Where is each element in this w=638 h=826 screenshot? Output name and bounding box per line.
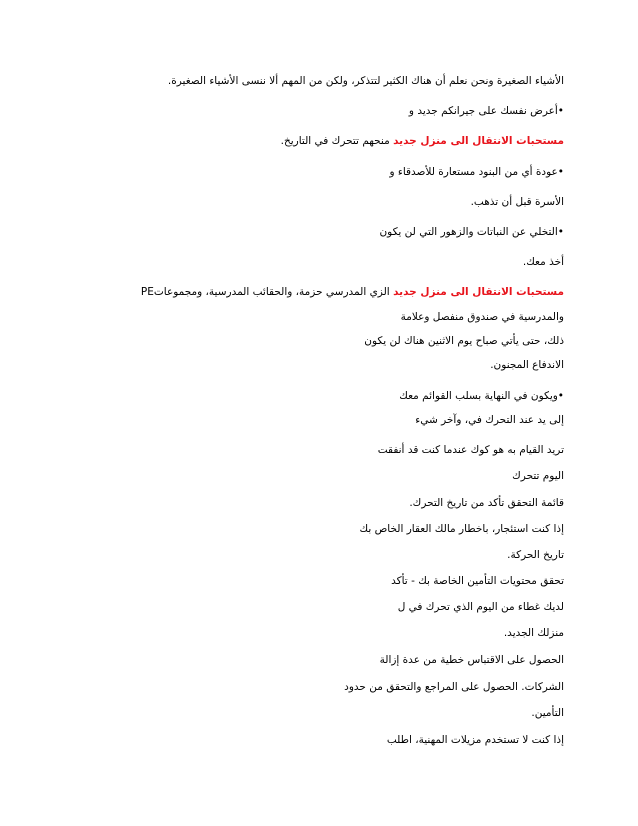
text-line: تحقق محتويات التأمين الخاصة بك - تأكد	[391, 575, 564, 587]
bullet-line: •التخلي عن النباتات والزهور التي لن يكون	[379, 226, 564, 238]
highlighted-link[interactable]: مستحبات الانتقال الى منزل جديد	[393, 286, 564, 298]
text-line: تريد القيام به هو كوك عندما كنت قد أنفقت	[377, 444, 564, 456]
text-line: إلى يد عند التحرك في، وآخر شيء	[415, 414, 564, 426]
text-line: إذا كنت استئجار، باخطار مالك العقار الخاص بك	[359, 523, 564, 535]
text-line: اليوم تتحرك	[512, 470, 564, 482]
text-line	[281, 134, 564, 148]
text-line: والمدرسية في صندوق منفصل وعلامة	[400, 311, 564, 323]
text-line: أخذ معك.	[522, 256, 564, 268]
text-line: الأشياء الصغيرة ونحن نعلم أن هناك الكثير لتتذكر، ولكن من المهم ألا ننسى الأشياء الصغيرة.	[167, 75, 564, 87]
text-line: الاندفاع المجنون.	[490, 359, 564, 371]
text-line: الشركات. الحصول على المراجع والتحقق من حدود	[344, 681, 564, 693]
text-line: الحصول على الاقتباس خطية من عدة إزالة	[379, 654, 564, 666]
text-line: الأسرة قبل أن تذهب.	[470, 196, 564, 208]
text-line: منزلك الجديد.	[503, 627, 564, 639]
text-line	[141, 285, 564, 299]
bullet-line: •ويكون في النهاية بسلب القوائم معك	[399, 390, 564, 402]
text-fragment: منحهم تتحرك في التاريخ.	[280, 135, 390, 147]
highlighted-link[interactable]: مستحبات الانتقال الى منزل جديد	[393, 135, 564, 147]
text-line: لديك غطاء من اليوم الذي تحرك في ل	[397, 601, 564, 613]
bullet-line: •أعرض نفسك على جيرانكم جديد و	[408, 105, 564, 117]
text-line: التأمين.	[531, 707, 564, 719]
text-line: قائمة التحقق تأكد من تاريخ التحرك.	[409, 497, 564, 509]
text-line: تاريخ الحركة.	[507, 549, 564, 561]
text-line: إذا كنت لا تستخدم مزيلات المهنية، اطلب	[386, 734, 564, 746]
text-fragment: الزي المدرسي حزمة، والحقائب المدرسية، ومجموعاتPE	[140, 286, 390, 298]
bullet-line: •عودة أي من البنود مستعارة للأصدقاء و	[389, 166, 564, 178]
text-line: ذلك، حتى يأتي صباح يوم الاثنين هناك لن يكون	[364, 335, 564, 347]
